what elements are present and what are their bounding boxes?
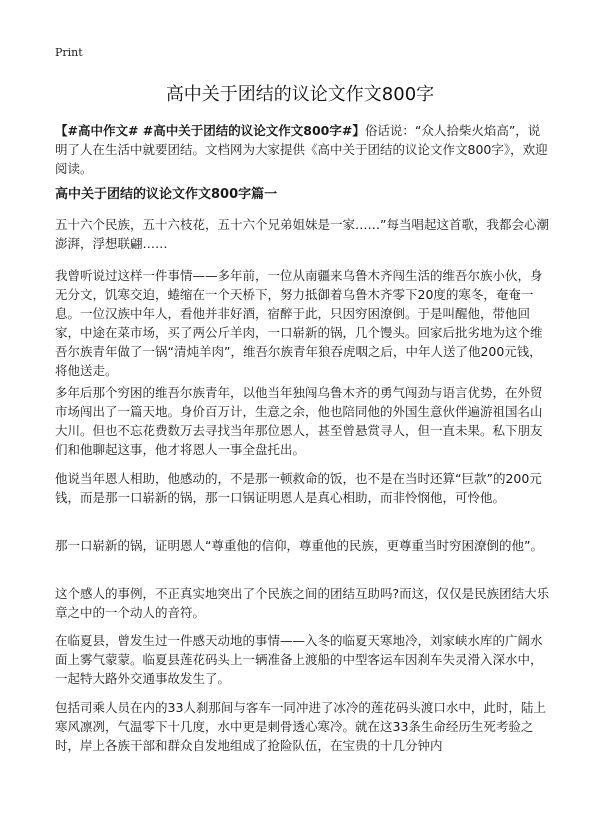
body-paragraph-6: 这个感人的事例，不正真实地突出了个民族之间的团结互助吗?而这，仅仅是民族团结大乐章之中的一个动人的音符。 xyxy=(55,586,550,620)
intro-tags: 【#高中作文# #高中关于团结的议论文作文800字#】 xyxy=(55,123,365,138)
intro-text: 俗话说：“众人拾柴火焰高”，说明了人在生活中就要团结。文档网为大家提供《高中关于团结的议论文作文800字》，欢迎阅读。 xyxy=(55,123,548,176)
body-paragraph-5: 那一口崭新的锅，证明恩人“尊重他的信仰，尊重他的民族，更尊重当时穷困潦倒的他”。 xyxy=(55,538,543,553)
body-paragraph-4: 他说当年恩人相助，他感动的，不是那一顿救命的饭，也不是在当时还算“巨款”的200元钱，而是那一口崭新的锅，那一口锅证明恩人是真心相助，而非怜悯他，可怜他。 xyxy=(55,471,542,505)
body-paragraph-1: 五十六个民族，五十六枝花，五十六个兄弟姐妹是一家……”每当唱起这首歌，我都会心潮澎湃，浮想联翩…… xyxy=(55,217,549,251)
body-paragraph-3: 多年后那个穷困的维吾尔族青年，以他当年独闯乌鲁木齐的勇气闯劲与语言优势，在外贸市场闯出了一篇天地。身价百万计，生意之余，他也陪同他的外国生意伙伴遍游祖国名山大川。但也不忘花费数万去寻找当年那位恩人，甚至曾悬赏寻人，但一直未果。私下朋友们和他聊起这事，他才将恩人一事全盘托出。 xyxy=(55,385,543,457)
section-heading: 高中关于团结的议论文作文800字篇一 xyxy=(55,187,278,202)
body-paragraph-2: 我曾听说过这样一件事情——多年前，一位从南疆来乌鲁木齐闯生活的维吾尔族小伙，身无分文，饥寒交迫，蜷缩在一个天桥下，努力抵御着乌鲁木齐零下20度的寒冬，奄奄一息。一位汉族中年人，看他并非好酒，宿醉于此，只因穷困潦倒。于是叫醒他，带他回家，中途在菜市场，买了两公斤羊肉，一口崭新的锅，几个馒头。回家后批劣地为这个维吾尔族青年做了一锅“清炖羊肉”，维吾尔族青年狼吞虎咽之后，中年人送了他200元钱，将他送走。 xyxy=(55,268,543,378)
body-paragraph-7: 在临夏县，曾发生过一件感天动地的事情——入冬的临夏天寒地冷，刘家峡水库的广阔水面上雾气蒙蒙。临夏县莲花码头上一辆准备上渡船的中型客运车因刹车失灵滑入深水中，一起特大路外交通事故发生了。 xyxy=(55,633,543,686)
print-label[interactable]: Print xyxy=(55,46,83,59)
body-paragraph-8: 包括司乘人员在内的33人刹那间与客车一同冲进了冰冷的莲花码头渡口水中，此时，陆上寒风凛冽，气温零下十几度，水中更是刺骨透心寒冷。就在这33条生命经历生死考验之时，岸上各族干部和群众自发地组成了抢险队伍，在宝贵的十几分钟内 xyxy=(55,700,546,753)
intro-paragraph xyxy=(55,121,551,178)
document-title: 高中关于团结的议论文作文800字 xyxy=(165,84,435,105)
